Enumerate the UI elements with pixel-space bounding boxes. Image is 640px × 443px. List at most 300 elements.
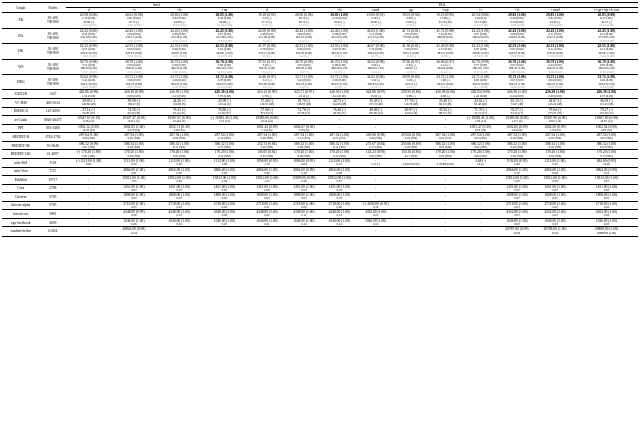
- table-cell: (-) 19383.45 (1.00) 7.12 (12): [210, 116, 239, 124]
- table-cell: 420.58 (0.96) 6.06 (-): [435, 90, 455, 98]
- table-cell: -: [479, 169, 482, 174]
- table-row: [2, 176, 638, 185]
- table-cell: -: [88, 186, 90, 191]
- table-cell: (-) 170.20 (1.00) 0.01 (500): [76, 150, 101, 158]
- table-cell: 1451.00 (1.00) 0.06: [256, 184, 278, 192]
- table-cell: 36.70 (1.00) 0.06 (0.00) 366.50 (1.00) ~0.19 (-): [330, 59, 349, 74]
- table-cell: -: [410, 220, 412, 225]
- table-cell: 1046.00 (1.00) 0.12: [365, 218, 387, 226]
- table-cell: 1451.00 (1.00) 0.04: [293, 184, 315, 192]
- table-cell: 76.86 (-) 21.26 (37): [218, 107, 231, 115]
- table-cell: 15812.00 (1.00) 0.69: [167, 176, 191, 184]
- table-cell: 170.20 (1.00) 0.17 (500): [596, 150, 617, 158]
- table-cell: 1113.00 (1.00) 0.56: [168, 158, 190, 167]
- table-row: [2, 193, 638, 202]
- table-cell: 4348.00 (1.00) 0.45: [256, 210, 278, 218]
- table-cell: 20.54 (0.06) 1.59 (0.0) 12.13 (00) ~0.21 (0.00): [471, 13, 490, 28]
- group-header-dgl: DGL: [247, 3, 638, 8]
- table-cell: -: [479, 212, 482, 217]
- table-cell: 170.20 (1.00) 0.05 (500): [169, 150, 189, 158]
- row-label-graph: Cora: [17, 186, 25, 191]
- table-cell: -: [375, 177, 377, 182]
- table-row: [2, 227, 638, 235]
- table-cell: -: [88, 212, 90, 217]
- table-cell: -: [444, 220, 446, 225]
- table-cell: 170.20 (1.00) 0.02 (500): [507, 150, 527, 158]
- table-cell: 1451.00 (1.00) 0.04: [328, 184, 350, 192]
- table-cell: 29787.00 (0.99) 10.92: [505, 227, 529, 235]
- table-cell: 42.43 (1.00) 0.00 (0.00) 433.15 (0.00) ~0.01 (0.00): [125, 28, 143, 43]
- table-cell: 287.54 (1.00) 0.03 (500): [470, 133, 491, 141]
- table-cell: 1046.00 (1.00) 0.03: [595, 218, 618, 226]
- table-cell: 41.50 (0.81) 5.56 (0.00) 363.14 (0.00) ~0.44 (-): [402, 44, 420, 59]
- table-cell: -: [375, 169, 377, 174]
- table-cell: 41.97 (0.98) 2.78 (0.00) 470.15 (0.00) ~0.26 (-): [258, 44, 276, 59]
- table-cell: 426.03 (0.99) 1.44 (0.00): [470, 90, 491, 98]
- table-cell: 1046.00 (1.00) 0.09: [506, 218, 528, 226]
- table-cell: 42.42 (1.00) 0.06 (0.00) 463.61 (0.00) ~0.25 (-): [295, 28, 313, 43]
- table-cell: 170.20 (1.00) 0.12 (500): [214, 150, 235, 158]
- table-cell: 18.70 (-) 138.83 (48): [296, 99, 311, 107]
- table-cell: 42.52 (0.99) 0.53 (0.00) 429.01 (0.00) ~ 0.01 (0.00): [79, 44, 98, 59]
- table-cell: 255.04 (0.94) 0.24 (500): [401, 133, 421, 141]
- table-cell: 153.16 (0.83) 0.17 (500): [401, 150, 421, 158]
- table-cell: 76.41 (-) 43.12 (37): [172, 107, 186, 115]
- table-cell: 33.72 (1.00) 0.06 (0.00) 304.23 (1.00) ~0.01 (0.00): [170, 75, 188, 89]
- table-cell: 1002.50 (0.99) 1.70 (24): [544, 124, 566, 132]
- table-row: [2, 116, 638, 125]
- table-cell: - 2.49.00 (0.95): [402, 158, 420, 167]
- table-cell: 1046.00 (1.00) 0.03: [544, 218, 566, 226]
- table-row: [2, 44, 638, 59]
- table-cell: 20.61 (0.06) 0.81 (0.00) 19.71 (-) ~0.01 (0.00): [125, 13, 143, 28]
- table-cell: 1451.00 (1.00) 0.02: [595, 184, 618, 192]
- table-cell: 1113.00 (1.00) 1.09: [213, 158, 235, 167]
- table-cell: -: [479, 194, 482, 199]
- table-row: [2, 28, 638, 43]
- table-cell: 15812.00 (1.00) 0.08: [543, 176, 567, 184]
- table-cell: 4352.00 (1.00) 0.05: [506, 210, 528, 218]
- table-cell: 40.67 (0.96) 5.79 (0.00) 458.44 (0.00) ~0.13 (-): [366, 44, 385, 59]
- table-cell: 287.54 (1.00) 0.03 (500): [169, 133, 189, 141]
- table-cell: 426.30 (1.00) 4.14 (0.00): [329, 90, 349, 98]
- row-label-graph: VC-BM: [14, 100, 27, 105]
- table-cell: 45.00 (-) 163.44 (0): [218, 99, 231, 107]
- table-cell: 4348.00 (1.00) 0.11: [293, 210, 315, 218]
- table-cell: -: [410, 194, 412, 199]
- table-cell: 44.26 (-) 164.86 (3): [172, 99, 186, 107]
- table-cell: 42.43 (1.00) 0.08 (0.00) 452.56 (1.00) ~0.19 (-): [330, 28, 349, 43]
- table-cell: 1451.00 (1.00) 0.02: [506, 184, 528, 192]
- table-cell: 45.15 (-) 73.67 (48): [510, 99, 524, 107]
- row-label-graph: ER: [18, 18, 24, 23]
- table-cell: 20.83 (1.00) 5.39 (0.06) 44.08 (-) ~0.04 (0.00): [215, 13, 234, 28]
- table-row: [2, 124, 638, 133]
- table-cell: 1808.00 (1.00) 0.05: [256, 193, 278, 201]
- table-cell: 4352.00 (1.00) 0.25: [365, 210, 387, 218]
- table-cell: 33.72 (1.00) 0.04 (0.00) 304.23 (1.00) ~0.04 (0.00): [597, 75, 616, 89]
- col-header-intel-1: +r: [131, 8, 136, 13]
- table-cell: 4348.00 (1.00) 0.13: [168, 210, 190, 218]
- table-cell: 4348.00 (0.99) 0.08: [123, 210, 145, 218]
- table-cell: 1002.71 (0.39) 3.29 (24): [168, 124, 190, 132]
- table-cell: 42.53 (1.00) 0.00 (0.00) 429.81 (0.00) ~0.01 (0.00): [125, 44, 143, 59]
- table-cell: 15809.00 (0.99) 0.28: [292, 176, 316, 184]
- table-cell: 1808.00 (1.00) 0.01: [544, 193, 566, 201]
- table-cell: 37.60 (0.97) 5.65 (-) 340.97 (-) ~0.43 (-): [402, 59, 420, 74]
- table-cell: 74.56 (-) 90.29 (36): [127, 107, 141, 115]
- table-cell: 287.54 (1.00) 0.27 (273): [329, 133, 349, 141]
- table-cell: -: [223, 126, 226, 131]
- table-cell: 44.52 (-) 93.48 (48): [474, 99, 487, 107]
- table-cell: 29788.00 (1.00) 10.92: [543, 227, 567, 235]
- col-header-dgl-9: r+qp+wp+ls+mt: [593, 8, 619, 13]
- table-cell: 1808.00 (1.00) 0.03: [328, 193, 350, 201]
- table-cell: 4352.00 (1.00) 0.03: [595, 210, 618, 218]
- table-cell: 586.32 (1.00) 0.19 (500): [329, 141, 349, 149]
- table-cell: 1451.00 (1.00) 0.03: [213, 184, 236, 192]
- table-cell: 426.30 (0.99) 0.09 (0.00): [124, 90, 144, 98]
- table-cell: -: [303, 117, 305, 122]
- col-header-dgl-7: +ls: [514, 8, 520, 13]
- table-row: [2, 150, 638, 159]
- table-cell: 170.20 (1.00) 0.03 (500): [435, 150, 455, 158]
- table-cell: 287.54 (1.00) 0.05 (500): [596, 133, 617, 141]
- table-cell: 287.54 (1.00) 0.13 (273): [294, 133, 314, 141]
- table-cell: 20.83 (1.00) 0.65 (0.00) 44.08 (-) ~0.04 (0.00): [170, 13, 188, 28]
- table-cell: -: [178, 229, 180, 234]
- table-cell: -: [444, 212, 446, 217]
- table-cell: 29888.00 (1.00) 39888.00 (1.00): [594, 227, 618, 235]
- table-cell: 42.43 (1.00) 0.11 (0.00) 470.15 (0.00) ~0.04 (0.00): [546, 28, 564, 43]
- table-row: [2, 218, 638, 227]
- table-cell: -: [479, 229, 482, 234]
- table-cell: -: [375, 126, 377, 131]
- table-cell: 1808.00 (1.00) 0.02: [213, 193, 236, 201]
- table-cell: 42.53 (1.00) 0.07 (0.00) 443.44 (1.00) ~0.19 (-): [330, 44, 349, 59]
- table-cell: -: [410, 229, 412, 234]
- table-cell: -: [444, 177, 446, 182]
- row-label-graph: WS: [18, 64, 24, 69]
- table-cell: 79.27 (-) 273.30 (17): [599, 107, 614, 115]
- table-cell: 4866.00 (1.00) 0.39: [256, 167, 278, 175]
- table-cell: 19383.90 (0.00) 10.22 (12): [255, 116, 279, 124]
- table-cell: 170.20 (1.00) 0.06 (500): [294, 150, 314, 158]
- table-cell: 42.53 (1.00) 0.06 (0.00) 456.39 (0.00) ~0.26 (-): [295, 44, 313, 59]
- table-cell: 15812.00 (1.00) 1.22: [255, 176, 279, 184]
- table-cell: 42.43 (1.00) 0.12 (0.00) 472.38 (1.00) ~0.04 (0.00): [597, 28, 616, 43]
- table-cell: 20.56 (0.06) 18.74 (-) 38.74 (-) ~0.24 (-): [295, 13, 313, 28]
- table-cell: 170.20 (1.00) 0.02 (500): [470, 150, 491, 158]
- row-label-graph: DIMACS: [13, 109, 28, 114]
- table-cell: 287.54 (1.00) 0.05 (500): [545, 133, 565, 141]
- row-label-nodes: 61204: [48, 229, 58, 234]
- table-cell: 41.72 (0.81) 5.52 (0.00) 370.06 (0.00) ~0.43 (-): [402, 28, 420, 43]
- table-cell: 1046.00 (1.00) 0.21: [256, 218, 278, 226]
- table-cell: 19347.47 (0.19) 8.41 (12): [122, 116, 146, 124]
- table-cell: - 1.27 (-): [371, 158, 381, 167]
- row-label-nodes: 2708: [49, 186, 57, 191]
- table-cell: 29843.00 (0.99) 14.22: [122, 227, 146, 235]
- table-cell: -: [410, 117, 412, 122]
- table-cell: -: [479, 177, 482, 182]
- table-cell: 287.54 (1.00) 0.05 (273): [435, 133, 455, 141]
- row-label-nodes: 1347: [49, 92, 57, 97]
- table-row: [2, 13, 638, 28]
- table-cell: 15812.00 (1.00) 1.05: [122, 176, 146, 184]
- table-row: [2, 201, 638, 210]
- table-row: [2, 107, 638, 116]
- table-cell: 19.05 (0.91) 5.56 (-) 43.90 (-) ~0.13 (-): [366, 13, 385, 28]
- table-cell: 255.66 (0.69) 0.22 (500): [401, 141, 421, 149]
- row-label-nodes: 3703: [49, 194, 57, 199]
- table-cell: 4866.00 (1.00) 0.61: [123, 167, 145, 175]
- table-cell: 170.20 (1.00) 0.02 (500): [545, 150, 565, 158]
- table-cell: -: [223, 229, 226, 234]
- table-cell: 1046.00 (1.00) 0.04: [168, 218, 190, 226]
- table-cell: 586.32 (1.00) 0.02 (500): [470, 141, 491, 149]
- table-cell: 4348.00 (1.00) 0.12: [328, 210, 350, 218]
- table-cell: -: [88, 169, 90, 174]
- table-cell: 1113.00 (1.00) 6.50: [123, 158, 145, 167]
- col-header-dgl-3: rand: [372, 8, 380, 13]
- table-cell: 1808.00 (1.00) 0.02: [168, 193, 190, 201]
- row-label-nodes: 3783: [49, 203, 57, 208]
- table-cell: 39.08 (-) 189.47 (0): [127, 99, 141, 107]
- table-cell: -: [444, 126, 446, 131]
- col-header-nodes: Nodes: [48, 5, 58, 10]
- table-cell: 287.64 (1.00) 0.09 (500): [78, 133, 99, 141]
- table-cell: 252.74 (0.84) 0.02 (500): [257, 141, 277, 149]
- table-cell: 57.68 (-) 873.9 (17): [260, 107, 274, 115]
- table-cell: 4866.00 (1.00) 0.36: [168, 167, 190, 175]
- table-cell: 1001.43 (0.99) 7.14 (24): [256, 124, 278, 132]
- table-cell: 42.42 (0.00) 0.54 (0.00) 432.18 (0.00) ~ 0.01 (0.00): [79, 28, 98, 43]
- table-cell: 484.00 (0.95) 19.95: [596, 158, 617, 167]
- table-cell: 42.43 (1.00) 0.07 (0.00) 406.42 (0.00) ~0.19 (0.00): [471, 28, 490, 43]
- table-cell: 4864.00 (0.99) 0.10: [595, 167, 618, 175]
- table-cell: 41.49 (0.98) 1.27 (0.00) 383.31 (0.00) ~0.28 (-): [436, 44, 455, 59]
- table-cell: 36.66 (0.97) 2.14 (-) 344.64 (0.99) ~0.24 (-): [436, 59, 455, 74]
- table-cell: 4864.00 (0.99) 0.18: [293, 167, 315, 175]
- row-label-nodes: 55-3648: [46, 143, 59, 148]
- table-cell: 1096.00 (0.95) 14.01: [293, 158, 315, 167]
- col-header-intel-3: +mt: [221, 8, 228, 13]
- table-cell: 1808.00 (1.00) 0.04: [123, 193, 145, 201]
- table-cell: 32.46 (0.97) 3.11 (-) 303.66 (0.00) ~0.25 (-): [258, 75, 276, 89]
- table-cell: 35.45 (-) 137.72 (48): [368, 99, 383, 107]
- table-cell: 20.83 (1.00) 0.41 (0.00) 44.32 (-) ~0.04 (0.00): [546, 13, 564, 28]
- row-label-nodes: 8020-26475: [44, 117, 62, 122]
- table-cell: 33.71 (1.00) 0.06 (0.00) 304.21 (0.00) ~0.17 (0.00): [471, 75, 490, 89]
- table-row: [2, 210, 638, 219]
- table-cell: 79.04 (-) 273.27 (37): [548, 107, 562, 115]
- row-label-nodes: 450-3534: [45, 100, 60, 105]
- table-cell: 586.32 (1.00) 0.08 (500): [294, 141, 314, 149]
- row-label-graph: BA: [18, 33, 24, 38]
- table-cell: 20.83 (1.00) 0.26 (0.06) 9.10 (0.00) ~0.07 (0.00): [508, 13, 526, 28]
- table-cell: 30.70 (1.00) 3.80 (0.00) 366.50 (1.00) ~0.01 (0.00): [215, 59, 234, 74]
- table-cell: 15812.00 (1.00) 0.20: [505, 176, 529, 184]
- table-cell: 1808.00 (1.00) 0.03: [293, 193, 315, 201]
- row-label-nodes: 4039: [49, 220, 57, 225]
- col-header-graph: Graph: [16, 5, 26, 10]
- table-row: [2, 75, 638, 90]
- table-cell: 49.06 (-) 185.90 (34): [368, 107, 383, 115]
- table-cell: -: [266, 229, 268, 234]
- row-label-nodes: 7118: [49, 160, 57, 165]
- table-cell: 4866.00 (1.00) 0.09: [328, 167, 350, 175]
- table-cell: 36.54 (0.99) 5.69 (-) 366.50 (1.00) ~0.12 (-): [366, 59, 385, 74]
- table-cell: 45.54 (-) 88.57 (13): [438, 107, 452, 115]
- table-cell: 1112.00 (1.00) 0.12: [328, 158, 350, 167]
- table-cell: 2718.00 (1.00) 0.05: [123, 201, 145, 209]
- row-label-nodes: 50-100 700-800: [46, 62, 59, 71]
- row-label-graph: Citeseer: [14, 194, 27, 199]
- table-cell: 1002.67 (0.39) 3.79 (24): [293, 124, 315, 132]
- table-cell: (-) 2650.00 (0.95) 0.18: [362, 201, 389, 209]
- row-label-graph: bitcoin-otc: [12, 212, 29, 217]
- table-row: [2, 90, 638, 99]
- table-cell: 19383.90 (0.00) 1.27 (12): [505, 116, 529, 124]
- table-cell: 15812.00 (1.00) 0.37: [327, 176, 351, 184]
- col-header-dgl-8: +rand: [550, 8, 560, 13]
- table-cell: -: [410, 177, 412, 182]
- table-cell: -: [375, 229, 377, 234]
- table-cell: 15812.00 (1.00) 0.39: [212, 176, 236, 184]
- row-label-nodes: 50-100 700-800: [46, 31, 59, 40]
- table-cell: 60.97 (-) 44.94 (16): [404, 107, 418, 115]
- row-label-graph: REDDIT-5K: [11, 143, 30, 148]
- table-cell: 2718.00 (1.00) 0.03: [506, 201, 528, 209]
- row-label-graph: wiki-Vote: [13, 169, 28, 174]
- table-cell: 426.86 (0.99) 1.54 (0.00): [78, 90, 99, 98]
- table-cell: 426.30 (1.00) 0.37 (0.00): [596, 90, 617, 98]
- table-cell: 1046.00 (1.00) 0.12: [293, 218, 315, 226]
- table-row: [2, 184, 638, 193]
- table-bottom-rule: [2, 235, 638, 237]
- table-cell: 30.70 (1.00) 0.06 (0.00) 366.50 (1.00) ~0.01 (0.00): [170, 59, 188, 74]
- table-cell: 36.70 (1.00) 0.09 (0.00) 366.50 (1.00) ~0.04 (0.00): [597, 59, 616, 74]
- row-label-nodes: 41-4097: [46, 152, 59, 157]
- table-cell: 36.70 (0.99) 3.75 (0.00) 366.50 (1.00) ~0.17 (0.00): [471, 59, 490, 74]
- table-cell: 170.20 (1.00) 0.10 (500): [329, 150, 349, 158]
- col-header-dgl-5: +wp: [441, 8, 449, 13]
- table-cell: 136.05 (0.82) 0.01 (500): [257, 150, 277, 158]
- table-cell: 42.05 (0.99) 2.46 (0.00) 471.60 (0.00) ~0.24 (-): [258, 28, 276, 43]
- row-label-graph: HRG: [16, 80, 25, 85]
- group-header-intel: Intel: [66, 3, 247, 8]
- col-header-dgl-1: +r: [301, 8, 306, 13]
- row-label-nodes: 3782-3782: [44, 134, 61, 139]
- table-cell: -: [444, 117, 446, 122]
- table-cell: 37.20 (-) 139.55 (48): [259, 99, 274, 107]
- table-cell: 33.62 (0.99) 3.44 (0.00) 304.21 (0.00) ~ 0.01 (0.00): [79, 75, 98, 89]
- table-cell: 15812.00 (1.00) 0.07: [594, 176, 618, 184]
- table-cell: 42.53 (1.00) 0.06 (0.00) 429.81 (1.00) ~0.01 (0.00): [170, 44, 188, 59]
- table-cell: 586.32 (1.00) 0.31 (500): [169, 141, 189, 149]
- table-cell: 4348.00 (1.00) 0.06: [213, 210, 236, 218]
- col-header-intel-2: +ls: [176, 8, 182, 13]
- row-label-graph: REDDIT-12K: [10, 152, 31, 157]
- table-cell: 426.30 (1.00) 0.39 (0.00): [545, 90, 565, 98]
- row-label-graph: as-Caida: [14, 117, 28, 122]
- table-cell: 4866.00 (1.00) 0.10: [506, 167, 528, 175]
- table-cell: 30.05 (0.85) 5.09 (-) 225.72 (-) ~0.45 (-): [402, 75, 420, 89]
- table-cell: 37.91 (0.97) 3.46 (-) 366.50 (1.00) ~0.24 (-): [258, 59, 276, 74]
- table-cell: -: [338, 126, 340, 131]
- table-cell: -: [410, 186, 412, 191]
- table-cell: 44.67 (-) 145.24 (48): [548, 99, 562, 107]
- table-cell: 2718.00 (1.00) 0.06: [328, 201, 350, 209]
- row-label-graph: wiki-RfA: [13, 160, 28, 165]
- row-label-graph: SATLIB: [14, 92, 27, 97]
- table-cell: 41.74 (0.98) 1.44 (0.00) 390.90 (0.01) ~0.25 (-): [436, 28, 455, 43]
- table-cell: 2.68 (-) 12.41: [475, 158, 486, 167]
- table-cell: 20.58 (0.06) 1.70 (0.00) 39.90 (-) ~ 0.03 (0.03): [79, 13, 98, 28]
- table-cell: 19.10 (0.95) 17.06 (-) 34.76 (.00) ~0.23 (-): [436, 13, 455, 28]
- table-cell: - 2.78.88 (0.90): [436, 158, 454, 167]
- table-cell: 20.83 (1.00) 13.76 (0.06) 39.61 (-) ~0.18 (-): [330, 13, 349, 28]
- table-cell: 1002.83 (1.00) 24.70 (24): [123, 124, 145, 132]
- table-cell: 1451.00 (1.00) 0.02: [544, 184, 566, 192]
- table-cell: 586.32 (1.00) 0.03 (446): [435, 141, 455, 149]
- table-cell: 33.72 (1.00) 0.06 (0.00) 304.23 (0.00) ~0.01 (0.00): [125, 75, 143, 89]
- table-cell: 1002.65 (0.99) 1.04 (24): [506, 124, 528, 132]
- col-header-dgl-6: +r: [478, 8, 483, 13]
- table-cell: 37.14 (-) 79.30 (37): [82, 107, 95, 115]
- table-cell: 586.32 (1.00) 0.75 (500): [214, 141, 235, 149]
- table-cell: 1046.00 (1.00) 0.14: [328, 218, 350, 226]
- table-cell: 20.83 (0.99) 0.37 (-09-) 44.57 (-) ~0.04 (0.00): [597, 13, 616, 28]
- table-cell: 1451.00 (1.00) 0.03: [123, 184, 145, 192]
- table-cell: 273.67 (0.84) 0.17 (444): [365, 141, 386, 149]
- table-cell: 1451.00 (1.00) 0.03: [168, 184, 190, 192]
- table-cell: -: [88, 229, 90, 234]
- row-label-nodes: 50-100 700-800: [46, 16, 59, 25]
- table-cell: 36.70 (1.00) 0.07 (0.00) 366.50 (1.00) ~0.07 (0.00): [508, 59, 526, 74]
- table-cell: 33.72 (1.00) 1.00 (-) 264.21 (0.00) ~0.23 (-): [436, 75, 455, 89]
- table-cell: -: [410, 126, 412, 131]
- table-cell: 42.43 (1.00) 4.97 (0.00) 472.38 (1.00) ~0.01 (0.00): [215, 28, 234, 43]
- table-cell: -: [88, 203, 90, 208]
- table-cell: 424.86 (0.97) 13.06 (-): [365, 90, 386, 98]
- table-cell: -: [88, 194, 90, 199]
- table-cell: -: [444, 194, 446, 199]
- table-cell: -: [338, 229, 340, 234]
- table-cell: 2718.00 (1.00) 0.02: [544, 201, 566, 209]
- table-cell: 1002.12 (0.39) 14.59 (24): [78, 124, 100, 132]
- table-row: [2, 59, 638, 74]
- table-cell: -: [444, 203, 446, 208]
- table-cell: 39.85 (-) 149.80 (48): [81, 99, 96, 107]
- table-cell: 71.70 (-) 31.51 (17): [474, 107, 487, 115]
- row-label-nodes: 5881: [49, 212, 57, 217]
- col-header-dgl-4: qp: [409, 8, 413, 13]
- table-cell: 410.14 (0.99) 5.78 (-): [257, 90, 277, 98]
- table-cell: 35.48 (-) 68.53 (48): [438, 99, 452, 107]
- table-cell: 426.30 (1.00) 0.24 (0.00): [507, 90, 527, 98]
- row-label-graph: PubMed: [14, 177, 27, 182]
- table-cell: 2718.00 (1.00) 0.03: [168, 201, 190, 209]
- table-row: [2, 133, 638, 142]
- table-cell: 42.53 (1.00) 0.07 (0.00) 429.81 (0.00) ~0.09 (0.00): [508, 44, 526, 59]
- table-cell: 287.54 (1.00) 0.20 (500): [257, 133, 277, 141]
- table-cell: 2718.00 (1.00) 0.21: [256, 201, 278, 209]
- table-cell: 1046.00 (1.00) 0.07: [213, 218, 236, 226]
- table-cell: 72.78 (-) 31.86 (17): [297, 107, 311, 115]
- table-row: [2, 158, 638, 167]
